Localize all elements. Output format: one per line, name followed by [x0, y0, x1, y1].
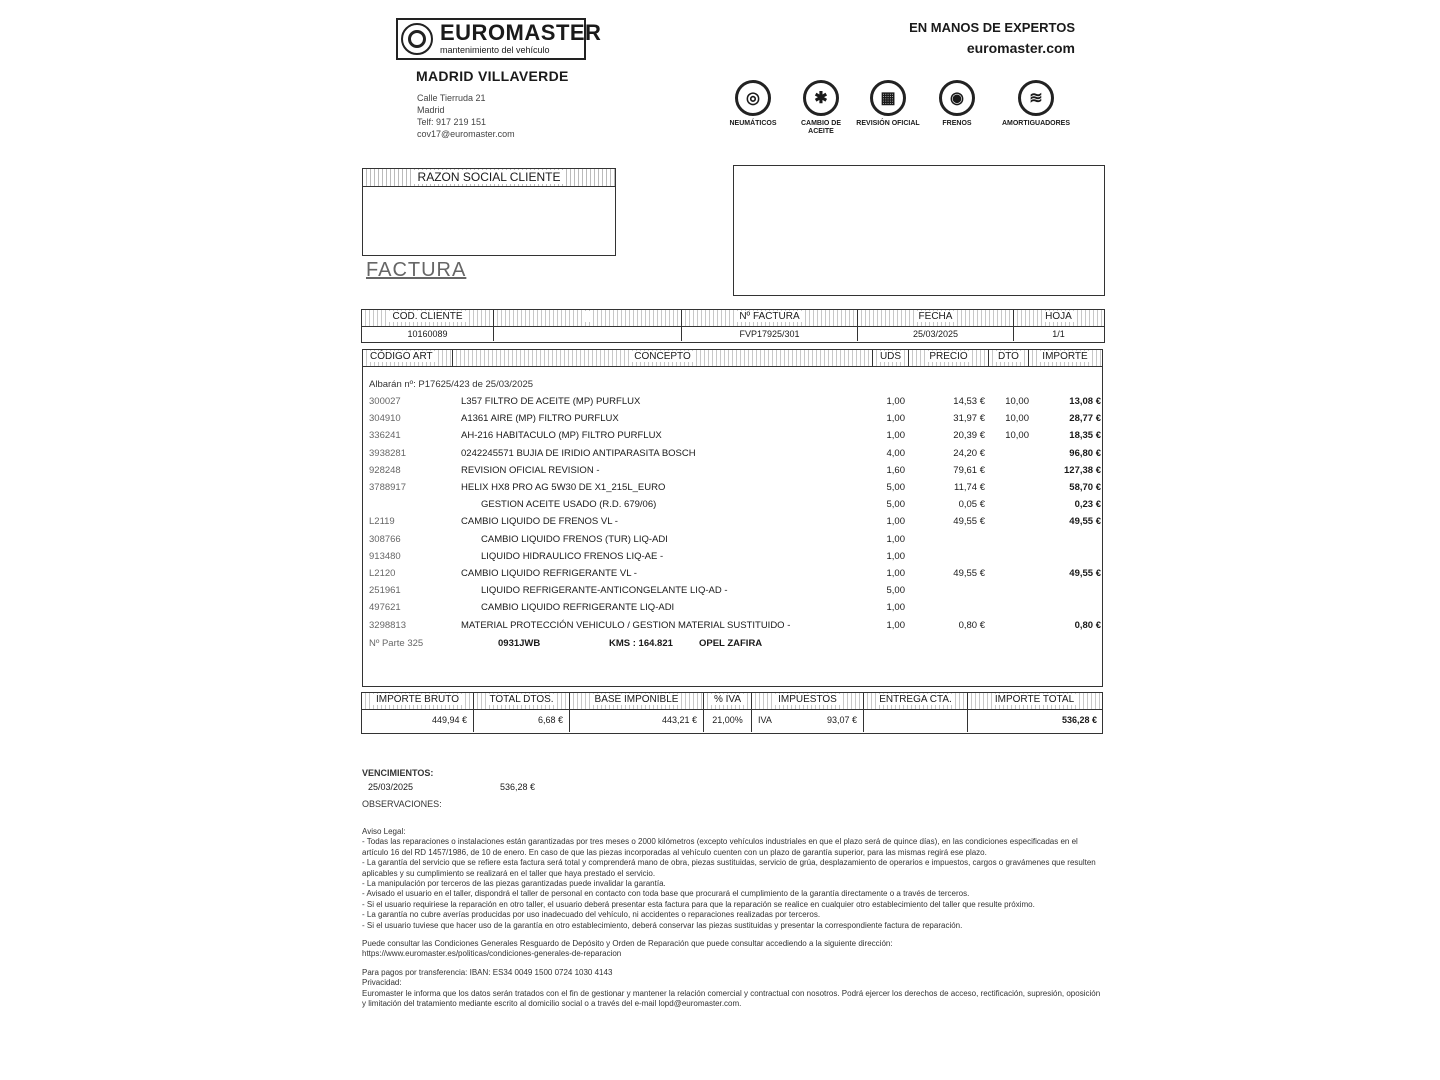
vehicle-model: OPEL ZAFIRA	[699, 638, 763, 649]
tax-type: IVA	[758, 715, 772, 725]
item-amount: 28,77 €	[1069, 413, 1101, 425]
address-line: Calle Tierruda 21	[417, 93, 486, 103]
item-code: 3298813	[369, 619, 406, 631]
item-amount: 58,70 €	[1069, 482, 1101, 493]
address-line: Madrid	[417, 105, 445, 115]
taxes-cell	[752, 710, 864, 732]
invoice-number: FVP17925/301	[682, 327, 858, 341]
logo-wheel-icon	[401, 23, 433, 55]
invoice-info-values	[362, 326, 1104, 341]
discounts-header: TOTAL DTOS.	[474, 693, 570, 709]
item-amount: 49,55 €	[1069, 516, 1101, 528]
item-units: 1,60	[886, 464, 905, 476]
official-service-icon: ▦	[870, 80, 906, 116]
service-official-review: ▦ REVISIÓN OFICIAL	[855, 80, 921, 128]
brand-tagline: mantenimiento del vehículo	[440, 45, 550, 55]
observations-label: OBSERVACIONES:	[362, 799, 442, 809]
account-delivery-header: ENTREGA CTA.	[864, 693, 968, 709]
slogan: EN MANOS DE EXPERTOS	[909, 20, 1075, 35]
shock-absorber-icon: ≋	[1018, 80, 1054, 116]
dto-header: DTO	[989, 350, 1029, 366]
vat-percent-header: % IVA	[704, 693, 752, 709]
payment-info: Para pagos por transferencia: IBAN: ES34 0049 1500 0724 1030 4143	[362, 967, 613, 977]
line-items-table	[362, 349, 1103, 687]
page-number: 1/1	[1052, 329, 1065, 339]
item-description: LIQUIDO REFRIGERANTE-ANTICONGELANTE LIQ-AD -	[481, 585, 728, 597]
item-units: 1,00	[886, 568, 905, 579]
item-amount: 127,38 €	[1064, 464, 1101, 476]
item-amount: 0,80 €	[1074, 619, 1101, 631]
taxes-header: IMPUESTOS	[752, 693, 864, 709]
item-price: 0,80 €	[958, 619, 985, 631]
code-header: CÓDIGO ART	[363, 350, 453, 366]
item-discount: 10,00	[1005, 413, 1029, 425]
item-amount: 13,08 €	[1069, 396, 1101, 407]
gross-header: IMPORTE BRUTO	[362, 693, 474, 709]
item-units: 4,00	[886, 447, 905, 459]
item-price: 14,53 €	[953, 396, 985, 407]
blank-value	[494, 327, 682, 341]
item-price: 11,74 €	[954, 482, 985, 493]
service-shock-absorbers: ≋ AMORTIGUADORES	[1000, 80, 1072, 128]
amount-header: IMPORTE	[1029, 350, 1101, 366]
branch-name: MADRID VILLAVERDE	[416, 68, 569, 84]
work-order-ref: Nº Parte 325	[369, 638, 424, 649]
item-units: 1,00	[886, 533, 905, 545]
invoice-info-header	[362, 310, 1104, 326]
total-amount: 536,28 €	[1061, 715, 1097, 725]
item-description: L357 FILTRO DE ACEITE (MP) PURFLUX	[461, 396, 641, 407]
item-code: 304910	[369, 413, 401, 425]
item-discount: 10,00	[1005, 430, 1029, 442]
legal-paragraph: - La garantía del servicio que se refiere esta factura será total y comprenderá mano de obra, piezas sustituidas, servicio de grúa, desplazamiento de operarios e impuestos, cargos o gravámenes que resulten aplicables y su cumplimiento se realizará en el taller que haya prestado el servicio.	[362, 858, 1096, 878]
due-date: 25/03/2025	[368, 782, 414, 792]
legal-paragraph: - La manipulación por terceros de las piezas garantizadas puede invalidar la garantía.	[362, 879, 666, 889]
legal-paragraphs	[362, 837, 1102, 931]
item-code: 300027	[369, 396, 401, 407]
item-description: HELIX HX8 PRO AG 5W30 DE X1_215L_EURO	[461, 482, 666, 493]
address-line: Telf: 917 219 151	[417, 117, 487, 127]
item-units: 1,00	[886, 602, 905, 614]
total-discounts: 6,68 €	[474, 710, 570, 732]
address-line: cov17@euromaster.com	[417, 129, 515, 139]
vehicle-kms: KMS : 164.821	[609, 638, 673, 649]
item-code: 913480	[369, 550, 401, 562]
albaran-ref: Albarán nº: P17625/423 de 25/03/2025	[369, 379, 534, 390]
oil-change-icon: ✱	[803, 80, 839, 116]
item-code: L2119	[369, 516, 395, 528]
item-code: 308766	[369, 533, 401, 545]
item-units: 1,00	[886, 516, 905, 528]
item-description: 0242245571 BUJIA DE IRIDIO ANTIPARASITA BOSCH	[461, 447, 696, 459]
invoice-number-header: Nº FACTURA	[682, 310, 858, 326]
tire-icon: ◎	[735, 80, 771, 116]
legal-paragraph: - Avisado el usuario en el taller, dispondrá el taller de personal en contacto con toda base que procurará el cumplimiento de la garantía directamente o a través de terceros.	[362, 889, 970, 899]
privacy-text: Euromaster le informa que los datos serán tratados con el fin de gestionar y mantener la relación comercial y contractual con nosotros. Podrá ejercer los derechos de acceso, rectificación, supresión, oposición y limitación del tratamiento mediante escrito al domicilio social o a través del e-mail lopd@euromaster.com.	[362, 988, 1101, 1009]
legal-notice	[362, 827, 1102, 1010]
item-code: 336241	[369, 430, 401, 442]
service-oil-change: ✱ CAMBIO DE ACEITE	[788, 80, 854, 136]
conditions-url: https://www.euromaster.es/politicas/condiciones-generales-de-reparacion	[362, 949, 622, 959]
client-code: 10160089	[362, 327, 494, 341]
item-description: CAMBIO LIQUIDO FRENOS (TUR) LIQ-ADI	[481, 533, 668, 545]
item-code: L2120	[369, 568, 396, 579]
website: euromaster.com	[966, 40, 1075, 56]
tax-amount: 93,07 €	[826, 715, 857, 725]
item-price: 49,55 €	[953, 568, 985, 579]
item-description: CAMBIO LIQUIDO REFRIGERANTE LIQ-ADI	[481, 602, 675, 614]
item-description: CAMBIO LIQUIDO REFRIGERANTE VL -	[461, 568, 637, 579]
item-price: 49,55 €	[953, 516, 985, 528]
item-units: 5,00	[886, 482, 905, 493]
page-header: HOJA	[1014, 310, 1103, 326]
item-code: 251961	[369, 585, 401, 597]
item-amount: 0,23 €	[1074, 499, 1101, 511]
item-code: 497621	[369, 602, 401, 614]
concept-header: CONCEPTO	[453, 350, 873, 366]
due-label: VENCIMIENTOS:	[362, 768, 434, 778]
item-price: 20,39 €	[953, 430, 985, 442]
legal-paragraph: - Todas las reparaciones o instalaciones están garantizadas por tres meses o 2000 kilómetros (excepto vehículos industriales en que el plazo será de quince días), en las condiciones especificadas en el artículo 16 del RD 1457/1986, de 10 de enero. En caso de que las piezas incorporadas al vehículo cuenten con un plazo de garantía superior, para las mismas regirá ese plazo.	[362, 837, 1078, 857]
document-title: FACTURA	[366, 259, 467, 281]
tax-base: 443,21 €	[570, 710, 704, 732]
client-box	[362, 168, 616, 256]
item-code: 928248	[369, 464, 401, 476]
total-header: IMPORTE TOTAL	[968, 693, 1101, 709]
invoice-date: 25/03/2025	[858, 327, 1014, 341]
item-description: AH-216 HABITACULO (MP) FILTRO PURFLUX	[461, 430, 662, 442]
item-price: 79,61 €	[953, 464, 985, 476]
item-price: 24,20 €	[953, 447, 985, 459]
invoice-info-table	[361, 309, 1105, 343]
item-units: 1,00	[886, 413, 905, 425]
euromaster-logo	[396, 18, 602, 60]
service-brakes: ◉ FRENOS	[924, 80, 990, 128]
item-discount: 10,00	[1005, 396, 1029, 407]
vat-percent: 21,00%	[704, 710, 752, 732]
item-description: LIQUIDO HIDRAULICO FRENOS LIQ-AE -	[481, 550, 664, 562]
item-description: A1361 AIRE (MP) FILTRO PURFLUX	[461, 413, 619, 425]
brand-name: EUROMASTER	[440, 20, 602, 45]
item-price: 31,97 €	[953, 413, 985, 425]
item-amount: 49,55 €	[1069, 568, 1101, 579]
item-description: CAMBIO LIQUIDO DE FRENOS VL -	[461, 516, 618, 528]
gross-amount: 449,94 €	[362, 710, 474, 732]
item-description: MATERIAL PROTECCIÓN VEHICULO / GESTION MATERIAL SUSTITUIDO -	[461, 619, 791, 631]
legal-paragraph: - Si el usuario requiriese la reparación en otro taller, el usuario deberá presentar esta factura para que la reparación se realice en cualquier otro establecimiento del taller que resulte próximo.	[362, 899, 1035, 909]
vehicle-plate: 0931JWB	[498, 638, 541, 649]
due-amount: 536,28 €	[500, 782, 536, 792]
totals-header	[362, 693, 1102, 710]
item-units: 1,00	[886, 430, 905, 442]
cod-cliente-header: COD. CLIENTE	[362, 310, 494, 326]
blank-header	[494, 310, 682, 326]
tax-base-header: BASE IMPONIBLE	[570, 693, 704, 709]
item-units: 1,00	[886, 619, 905, 631]
item-units: 5,00	[886, 585, 905, 597]
item-code: 3788917	[369, 482, 406, 493]
service-tires: ◎ NEUMÁTICOS	[720, 80, 786, 128]
price-header: PRECIO	[909, 350, 989, 366]
item-description: REVISION OFICIAL REVISION -	[461, 464, 600, 476]
client-box-title: RAZON SOCIAL CLIENTE	[363, 169, 615, 187]
item-amount: 96,80 €	[1069, 447, 1101, 459]
date-header: FECHA	[858, 310, 1014, 326]
item-units: 1,00	[886, 396, 905, 407]
brakes-icon: ◉	[939, 80, 975, 116]
account-delivery	[864, 710, 968, 732]
totals-values	[362, 710, 1102, 732]
privacy-title: Privacidad:	[362, 978, 402, 988]
line-items-header	[363, 350, 1102, 367]
legal-paragraph: - Si el usuario tuviese que hacer uso de la garantía en otro establecimiento, deberá conservar las piezas sustituidas y presentar la correspondiente factura de reparación.	[362, 920, 963, 930]
item-units: 1,00	[886, 550, 905, 562]
legal-paragraph: - La garantía no cubre averías producidas por uso inadecuado del vehículo, ni accidentes o reparaciones realizadas por terceros.	[362, 910, 821, 920]
conditions-text: Puede consultar las Condiciones Generales Resguardo de Depósito y Orden de Reparación que puede consultar accediendo a la siguiente dirección:	[362, 939, 893, 949]
recipient-address-box	[733, 165, 1105, 296]
item-description: GESTION ACEITE USADO (R.D. 679/06)	[481, 499, 657, 511]
item-amount: 18,35 €	[1069, 430, 1101, 442]
item-price: 0,05 €	[958, 499, 985, 511]
legal-title: Aviso Legal:	[362, 827, 406, 836]
item-code: 3938281	[369, 447, 406, 459]
item-units: 5,00	[886, 499, 905, 511]
totals-table	[361, 692, 1103, 734]
uds-header: UDS	[873, 350, 909, 366]
